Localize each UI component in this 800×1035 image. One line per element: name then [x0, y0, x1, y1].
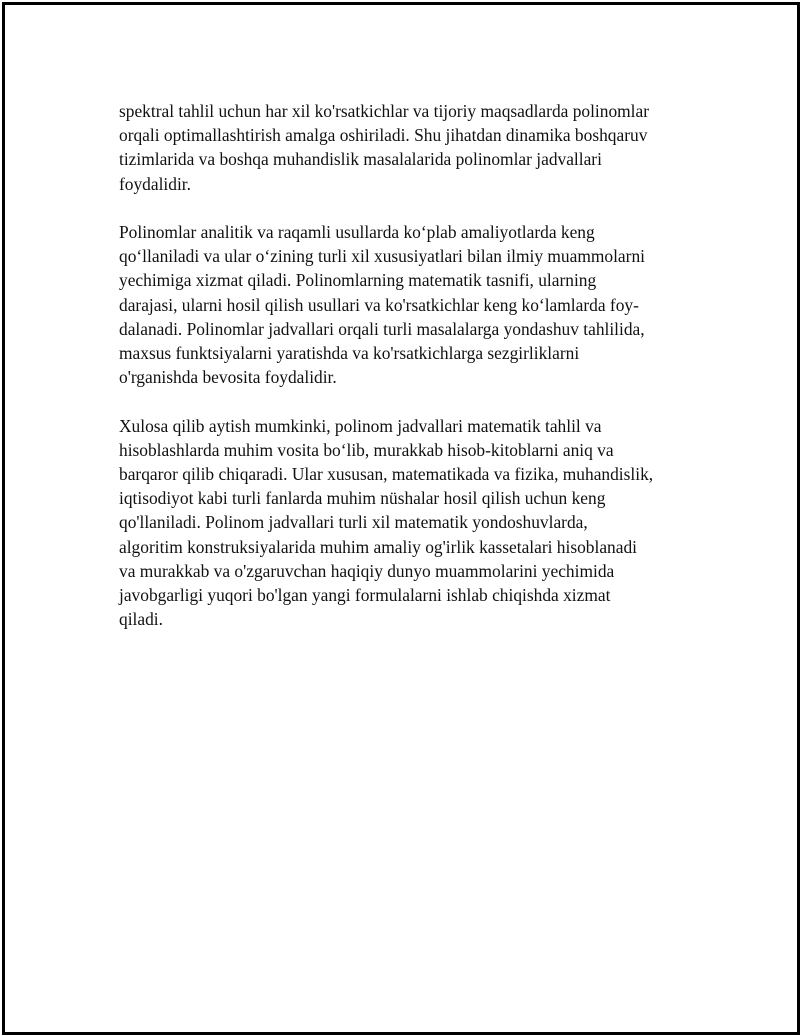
paragraph-2: [119, 220, 699, 389]
document-body: [119, 99, 699, 656]
text-line: va murakkab va o'zgaruvchan haqiqiy dunyo muammolarini yechimida: [119, 560, 615, 581]
text-line: hisoblashlarda muhim vosita bo‘lib, murakkab hisob-kitoblarni aniq va: [119, 439, 614, 460]
page-frame: [2, 2, 800, 1035]
text-line: Xulosa qilib aytish mumkinki, polinom jadvallari matematik tahlil va: [119, 415, 602, 436]
text-line: iqtisodiyot kabi turli fanlarda muhim nüshalar hosil qilish uchun keng: [119, 488, 606, 509]
text-line: qo'llaniladi. Polinom jadvallari turli xil matematik yondoshuvlarda,: [119, 512, 588, 533]
text-line: yechimiga xizmat qiladi. Polinomlarning matematik tasnifi, ularning: [119, 270, 597, 291]
text-line: qiladi.: [119, 609, 163, 630]
text-line: dalanadi. Polinomlar jadvallari orqali turli masalalarga yondashuv tahlilida,: [119, 318, 645, 339]
text-line: maxsus funktsiyalarni yaratishda va ko'rsatkichlarga sezgirliklarni: [119, 343, 580, 364]
text-line: barqaror qilib chiqaradi. Ular xususan, matematikada va fizika, muhandislik,: [119, 464, 654, 485]
text-line: Polinomlar analitik va raqamli usullarda ko‘plab amaliyotlarda keng: [119, 222, 595, 242]
text-line: javobgarligi yuqori bo'lgan yangi formulalarni ishlab chiqishda xizmat: [119, 585, 611, 606]
paragraph-3: [119, 414, 699, 632]
text-line: spektral tahlil uchun har xil ko'rsatkichlar va tijoriy maqsadlarda polinomlar: [119, 101, 650, 121]
text-line: darajasi, ularni hosil qilish usullari va ko'rsatkichlar keng ko‘lamlarda foy-: [119, 294, 639, 315]
text-line: tizimlarida va boshqa muhandislik masalalarida polinomlar jadvallari: [119, 149, 602, 170]
text-line: orqali optimallashtirish amalga oshiriladi. Shu jihatdan dinamika boshqaruv: [119, 125, 648, 146]
text-line: qo‘llaniladi va ular o‘zining turli xil xususiyatlari bilan ilmiy muammolarni: [119, 246, 645, 267]
text-line: foydalidir.: [119, 173, 191, 194]
text-line: algoritim konstruksiyalarida muhim amaliy og'irlik kassetalari hisoblanadi: [119, 536, 637, 557]
paragraph-1: [119, 99, 699, 196]
text-line: o'rganishda bevosita foydalidir.: [119, 367, 337, 388]
